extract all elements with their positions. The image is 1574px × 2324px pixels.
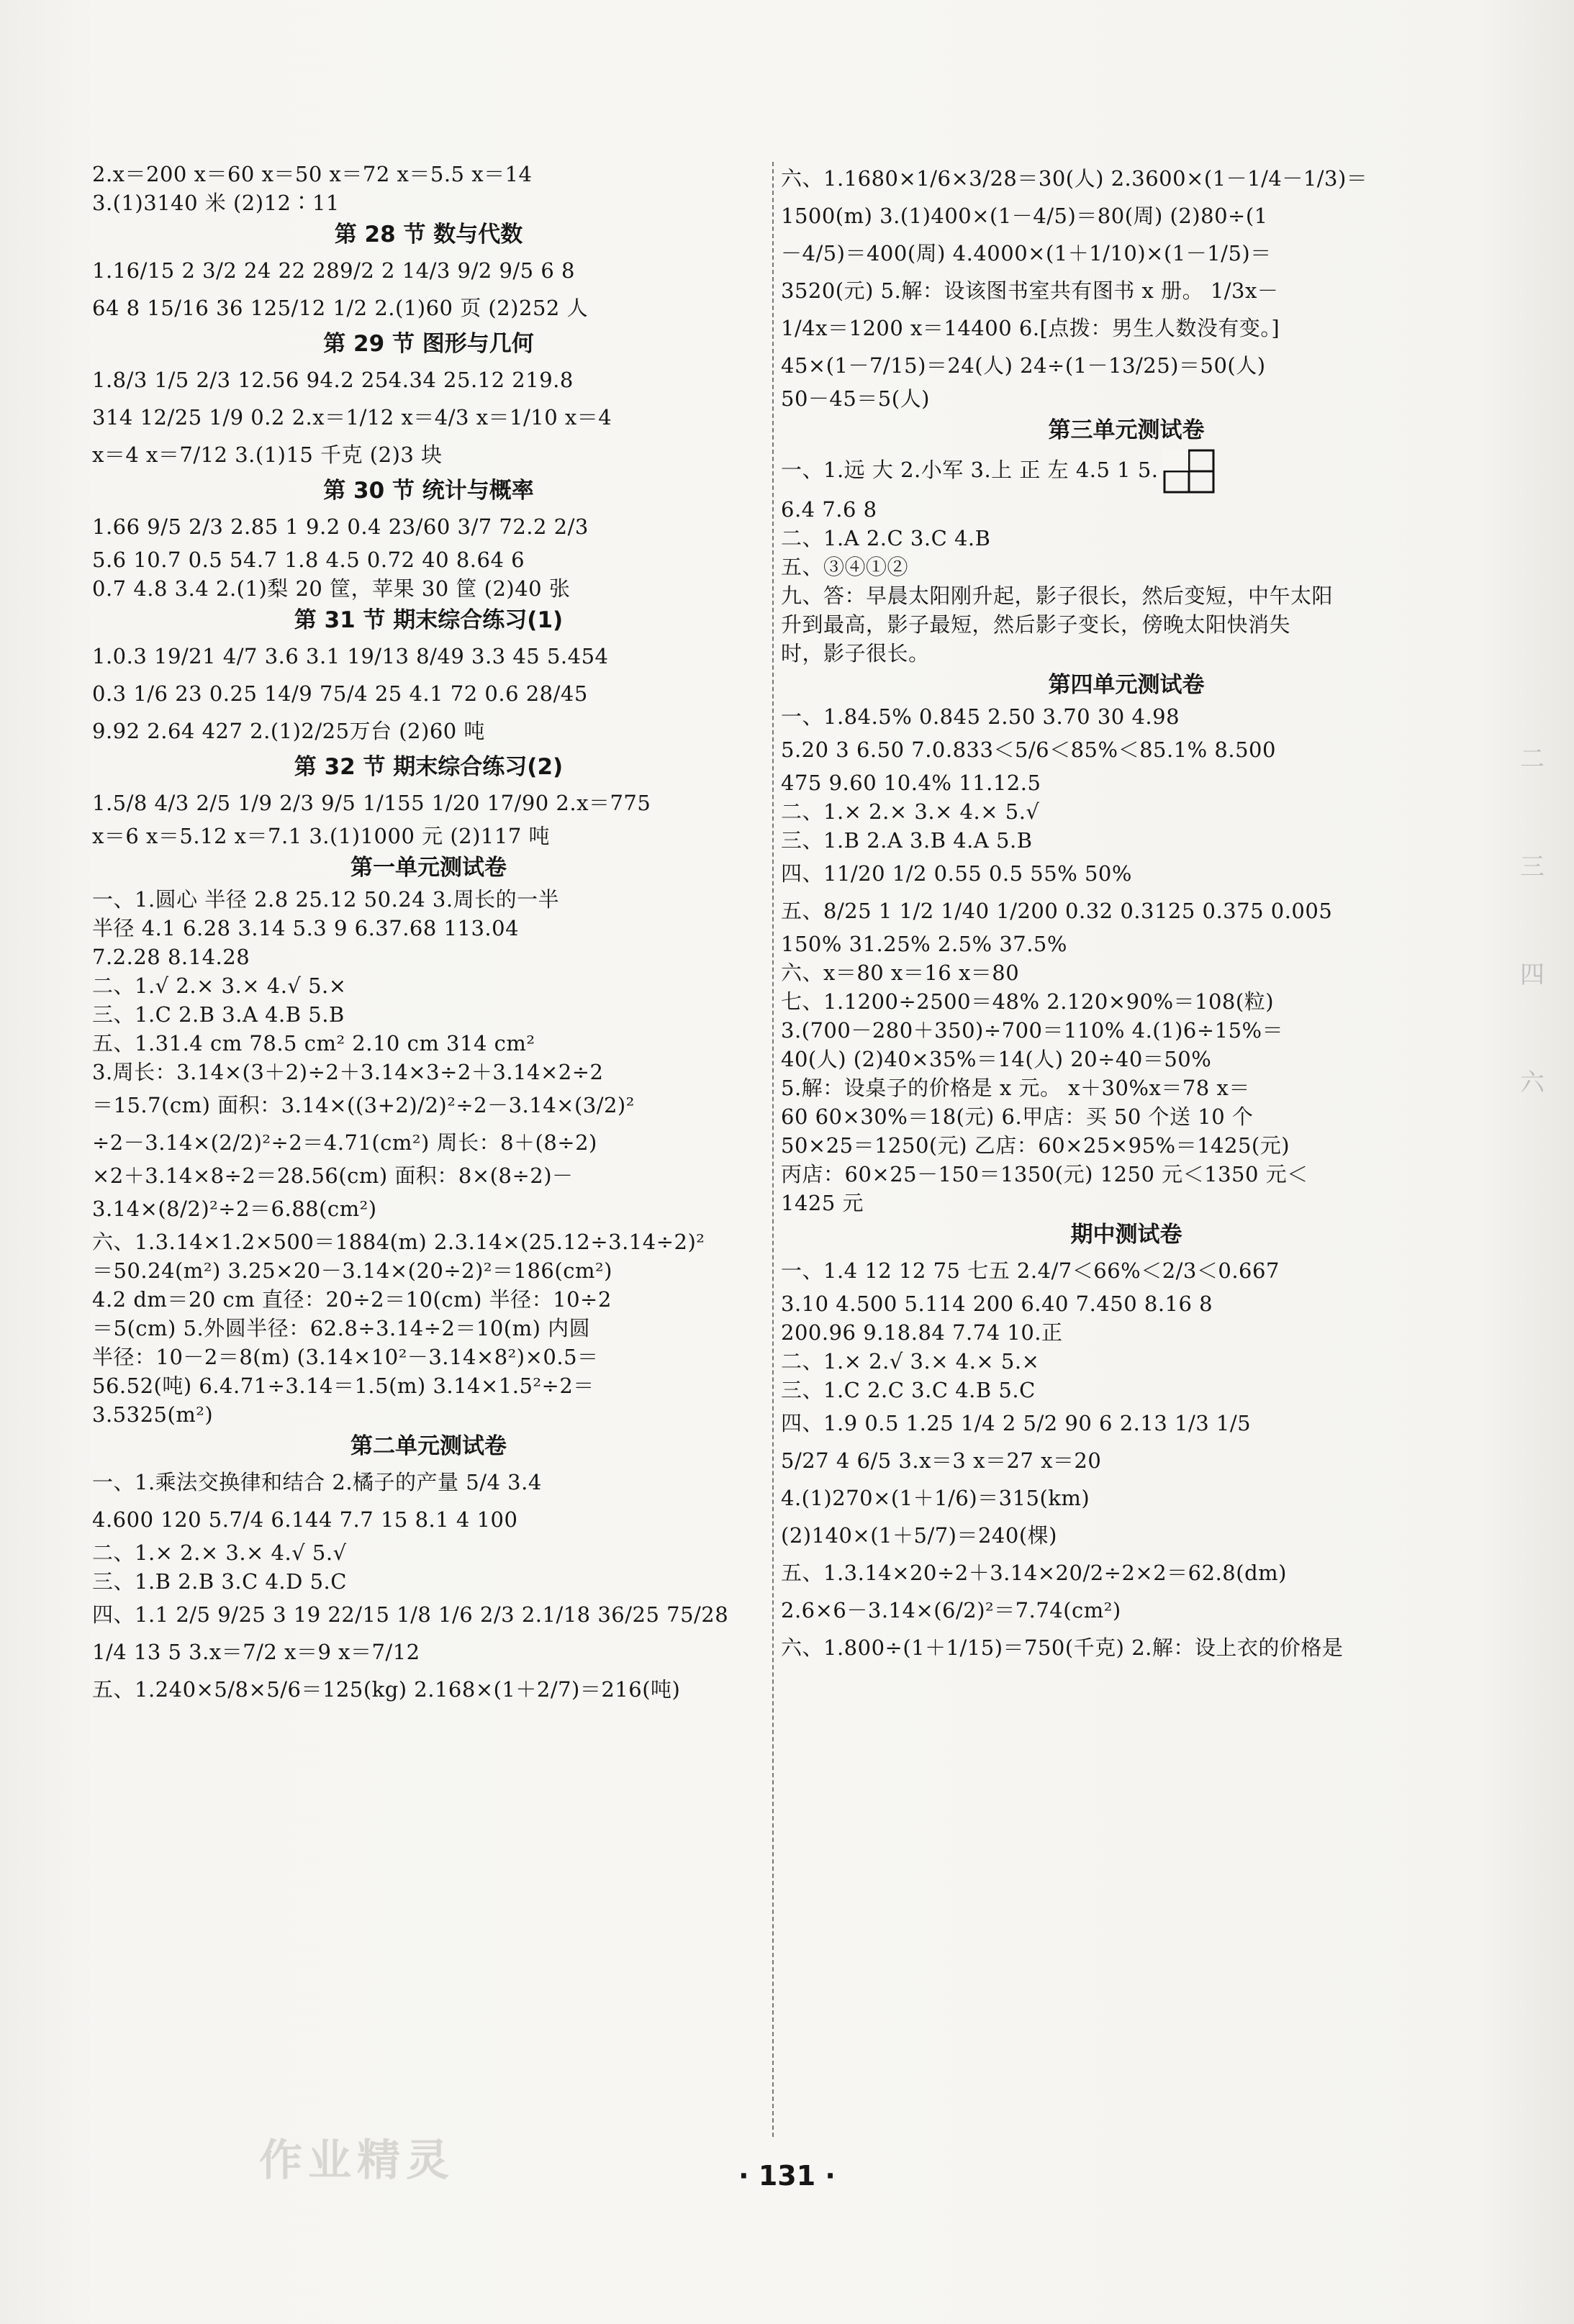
- edge-mark: 六: [1520, 1068, 1544, 1097]
- answer-line: 升到最高，影子最短，然后影子变长，傍晚太阳快消失: [781, 612, 1291, 637]
- answer-line: 200.96 9.18.84 7.74 10.正: [781, 1320, 1063, 1345]
- section-heading: 第 32 节 期末综合练习(2): [294, 754, 564, 780]
- answer-line: 二、1.× 2.× 3.× 4.√ 5.√: [92, 1540, 347, 1565]
- answer-line: 6.4 7.6 8: [781, 497, 877, 522]
- answer-line: 一、1.乘法交换律和结合 2.橘子的产量 5/4 3.4: [92, 1470, 542, 1494]
- answer-line: x＝6 x＝5.12 x＝7.1 3.(1)1000 元 (2)117 吨: [92, 824, 550, 848]
- page-edge-marks: [1511, 705, 1554, 1137]
- answer-line: 1425 元: [781, 1191, 864, 1215]
- block-view-diagram-icon: [1163, 449, 1215, 494]
- answer-line: 三、1.B 2.B 3.C 4.D 5.C: [92, 1569, 347, 1594]
- section-heading: 第二单元测试卷: [350, 1433, 507, 1459]
- answer-line: 四、11/20 1/2 0.55 0.5 55% 50%: [781, 861, 1132, 886]
- left-column: [92, 160, 765, 1708]
- answer-line: 1.16/15 2 3/2 24 22 289/2 2 14/3 9/2 9/5 6 8: [92, 258, 575, 283]
- edge-mark: 四: [1520, 961, 1544, 989]
- answer-line: 5.解：设桌子的价格是 x 元。 x＋30%x＝78 x＝: [781, 1076, 1250, 1100]
- answer-line: 3520(元) 5.解：设该图书室共有图书 x 册。 1/3x－: [781, 278, 1279, 303]
- answer-line: 9.92 2.64 427 2.(1)2/25万台 (2)60 吨: [92, 719, 485, 743]
- answer-line: 二、1.× 2.√ 3.× 4.× 5.×: [781, 1349, 1040, 1374]
- answer-line: 1.0.3 19/21 4/7 3.6 3.1 19/13 8/49 3.3 45 5.454: [92, 644, 609, 668]
- page-number: · 131 ·: [738, 2160, 836, 2192]
- answer-line: 1500(m) 3.(1)400×(1－4/5)＝80(周) (2)80÷(1: [781, 204, 1268, 228]
- section-heading: 第一单元测试卷: [350, 855, 507, 881]
- answer-line: 314 12/25 1/9 0.2 2.x＝1/12 x＝4/3 x＝1/10 x＝4: [92, 405, 612, 430]
- answer-line: 五、1.3.14×20÷2＋3.14×20/2÷2×2＝62.8(dm): [781, 1561, 1287, 1585]
- answer-line: 5/27 4 6/5 3.x＝3 x＝27 x＝20: [781, 1448, 1102, 1473]
- answer-line: 三、1.C 2.C 3.C 4.B 5.C: [781, 1378, 1036, 1402]
- answer-line: 半径 4.1 6.28 3.14 5.3 9 6.37.68 113.04: [92, 916, 520, 940]
- answer-line: 二、1.A 2.C 3.C 4.B: [781, 526, 991, 550]
- watermark: 作业精灵: [259, 2135, 455, 2186]
- answer-line: 3.10 4.500 5.114 200 6.40 7.450 8.16 8: [781, 1292, 1213, 1316]
- answer-line: 七、1.1200÷2500＝48% 2.120×90%＝108(粒): [781, 989, 1275, 1014]
- answer-line: 六、1.3.14×1.2×500＝1884(m) 2.3.14×(25.12÷3.14÷2)²: [92, 1230, 705, 1254]
- section-heading: 第 28 节 数与代数: [334, 222, 523, 248]
- answer-line: 60 60×30%＝18(元) 6.甲店：买 50 个送 10 个: [781, 1104, 1254, 1129]
- section-heading: 期中测试卷: [1070, 1222, 1182, 1248]
- answer-line: 56.52(吨) 6.4.71÷3.14＝1.5(m) 3.14×1.5²÷2＝: [92, 1374, 594, 1398]
- section-heading: 第 30 节 统计与概率: [323, 478, 534, 504]
- answer-line: 1.8/3 1/5 2/3 12.56 94.2 254.34 25.12 219.8: [92, 368, 574, 392]
- answer-line: 一、1.4 12 12 75 七五 2.4/7＜66%＜2/3＜0.667: [781, 1258, 1280, 1283]
- answer-line: 150% 31.25% 2.5% 37.5%: [781, 932, 1067, 956]
- answer-line: 1/4 13 5 3.x＝7/2 x＝9 x＝7/12: [92, 1640, 420, 1664]
- answer-line: 六、1.800÷(1＋1/15)＝750(千克) 2.解：设上衣的价格是: [781, 1635, 1344, 1660]
- answer-line: 1.5/8 4/3 2/5 1/9 2/3 9/5 1/155 1/20 17/90 2.x＝775: [92, 791, 651, 815]
- answer-line: 3.14×(8/2)²÷2＝6.88(cm²): [92, 1197, 377, 1221]
- answer-line: 475 9.60 10.4% 11.12.5: [781, 771, 1041, 795]
- answer-line: 三、1.C 2.B 3.A 4.B 5.B: [92, 1002, 345, 1027]
- answer-line: 九、答：早晨太阳刚升起，影子很长，然后变短，中午太阳: [781, 584, 1334, 608]
- section-heading: 第 31 节 期末综合练习(1): [294, 607, 564, 633]
- answer-line: 4.(1)270×(1＋1/6)＝315(km): [781, 1486, 1090, 1510]
- answer-line: 一、1.远 大 2.小军 3.上 正 左 4.5 1 5.: [781, 448, 1472, 495]
- answer-line: 丙店：60×25－150＝1350(元) 1250 元＜1350 元＜: [781, 1162, 1308, 1186]
- answer-line: 二、1.× 2.× 3.× 4.× 5.√: [781, 799, 1040, 824]
- answer-line: 五、③④①②: [781, 555, 909, 579]
- answer-line: 3.(1)3140 米 (2)12∶11: [92, 191, 340, 215]
- answer-line: ×2＋3.14×8÷2＝28.56(cm) 面积：8×(8÷2)－: [92, 1163, 574, 1188]
- answer-line: ＝50.24(m²) 3.25×20－3.14×(20÷2)²＝186(cm²): [92, 1258, 612, 1283]
- answer-line: 一、1.圆心 半径 2.8 25.12 50.24 3.周长的一半: [92, 887, 560, 912]
- answer-line: 2.x＝200 x＝60 x＝50 x＝72 x＝5.5 x＝14: [92, 162, 533, 186]
- answer-line: 3.(700－280＋350)÷700＝110% 4.(1)6÷15%＝: [781, 1018, 1284, 1043]
- answer-line: 1/4x＝1200 x＝14400 6.[点拨：男生人数没有变。]: [781, 316, 1280, 340]
- answer-line: 45×(1－7/15)＝24(人) 24÷(1－13/25)＝50(人): [781, 353, 1266, 378]
- section-heading: 第三单元测试卷: [1048, 417, 1205, 443]
- answer-line: 50－45＝5(人): [781, 386, 930, 411]
- answer-line: －4/5)＝400(周) 4.4000×(1＋1/10)×(1－1/5)＝: [781, 241, 1272, 265]
- answer-line: ÷2－3.14×(2/2)²÷2＝4.71(cm²) 周长：8＋(8÷2): [92, 1130, 597, 1155]
- edge-mark: 三: [1520, 853, 1544, 881]
- answer-line: 7.2.28 8.14.28: [92, 945, 250, 969]
- answer-line: 3.5325(m²): [92, 1402, 214, 1427]
- answer-line: 五、1.31.4 cm 78.5 cm² 2.10 cm 314 cm²: [92, 1031, 535, 1056]
- section-heading: 第 29 节 图形与几何: [323, 331, 534, 357]
- right-column: [781, 160, 1472, 1666]
- answer-line: 4.600 120 5.7/4 6.144 7.7 15 8.1 4 100: [92, 1507, 518, 1532]
- answer-line: ＝5(cm) 5.外圆半径：62.8÷3.14÷2＝10(m) 内圆: [92, 1316, 591, 1340]
- answer-line: 四、1.1 2/5 9/25 3 19 22/15 1/8 1/6 2/3 2.1/18 36/25 75/28: [92, 1602, 729, 1627]
- answer-line: 五、8/25 1 1/2 1/40 1/200 0.32 0.3125 0.375 0.005: [781, 899, 1333, 923]
- answer-line: 三、1.B 2.A 3.B 4.A 5.B: [781, 828, 1033, 853]
- answer-line: 0.7 4.8 3.4 2.(1)梨 20 筐，苹果 30 筐 (2)40 张: [92, 576, 571, 601]
- section-heading: 第四单元测试卷: [1048, 672, 1205, 698]
- answer-line: 半径：10－2＝8(m) (3.14×10²－3.14×8²)×0.5＝: [92, 1345, 599, 1369]
- answer-line: (2)140×(1＋5/7)＝240(棵): [781, 1523, 1057, 1548]
- answer-line: 5.20 3 6.50 7.0.833＜5/6＜85%＜85.1% 8.500: [781, 737, 1276, 762]
- answer-line: 50×25＝1250(元) 乙店：60×25×95%＝1425(元): [781, 1133, 1290, 1158]
- answer-line: 5.6 10.7 0.5 54.7 1.8 4.5 0.72 40 8.64 6: [92, 548, 525, 572]
- answer-line: 2.6×6－3.14×(6/2)²＝7.74(cm²): [781, 1598, 1121, 1622]
- answer-line: 六、x＝80 x＝16 x＝80: [781, 961, 1020, 985]
- answer-line: 六、1.1680×1/6×3/28＝30(人) 2.3600×(1－1/4－1/3)＝: [781, 166, 1368, 191]
- answer-line: 4.2 dm＝20 cm 直径：20÷2＝10(cm) 半径：10÷2: [92, 1287, 612, 1312]
- answer-line: 3.周长：3.14×(3＋2)÷2＋3.14×3÷2＋3.14×2÷2: [92, 1060, 604, 1084]
- answer-line: 64 8 15/16 36 125/12 1/2 2.(1)60 页 (2)252 人: [92, 296, 589, 320]
- answer-line: 五、1.240×5/8×5/6＝125(kg) 2.168×(1＋2/7)＝216(吨): [92, 1677, 681, 1702]
- answer-line: 四、1.9 0.5 1.25 1/4 2 5/2 90 6 2.13 1/3 1/5: [781, 1411, 1252, 1435]
- answer-line: ＝15.7(cm) 面积：3.14×((3+2)/2)²÷2－3.14×(3/2)²: [92, 1093, 635, 1117]
- edge-mark: 二: [1520, 745, 1544, 773]
- column-divider: [772, 162, 774, 2137]
- answer-line: 一、1.84.5% 0.845 2.50 3.70 30 4.98: [781, 704, 1180, 729]
- answer-line: 二、1.√ 2.× 3.× 4.√ 5.×: [92, 973, 347, 998]
- answer-line: 40(人) (2)40×35%＝14(人) 20÷40＝50%: [781, 1047, 1212, 1071]
- answer-line: 0.3 1/6 23 0.25 14/9 75/4 25 4.1 72 0.6 28/45: [92, 681, 588, 706]
- answer-line: x＝4 x＝7/12 3.(1)15 千克 (2)3 块: [92, 442, 443, 467]
- answer-line: 时，影子很长。: [781, 641, 930, 666]
- answer-line: 1.66 9/5 2/3 2.85 1 9.2 0.4 23/60 3/7 72.2 2/3: [92, 514, 589, 539]
